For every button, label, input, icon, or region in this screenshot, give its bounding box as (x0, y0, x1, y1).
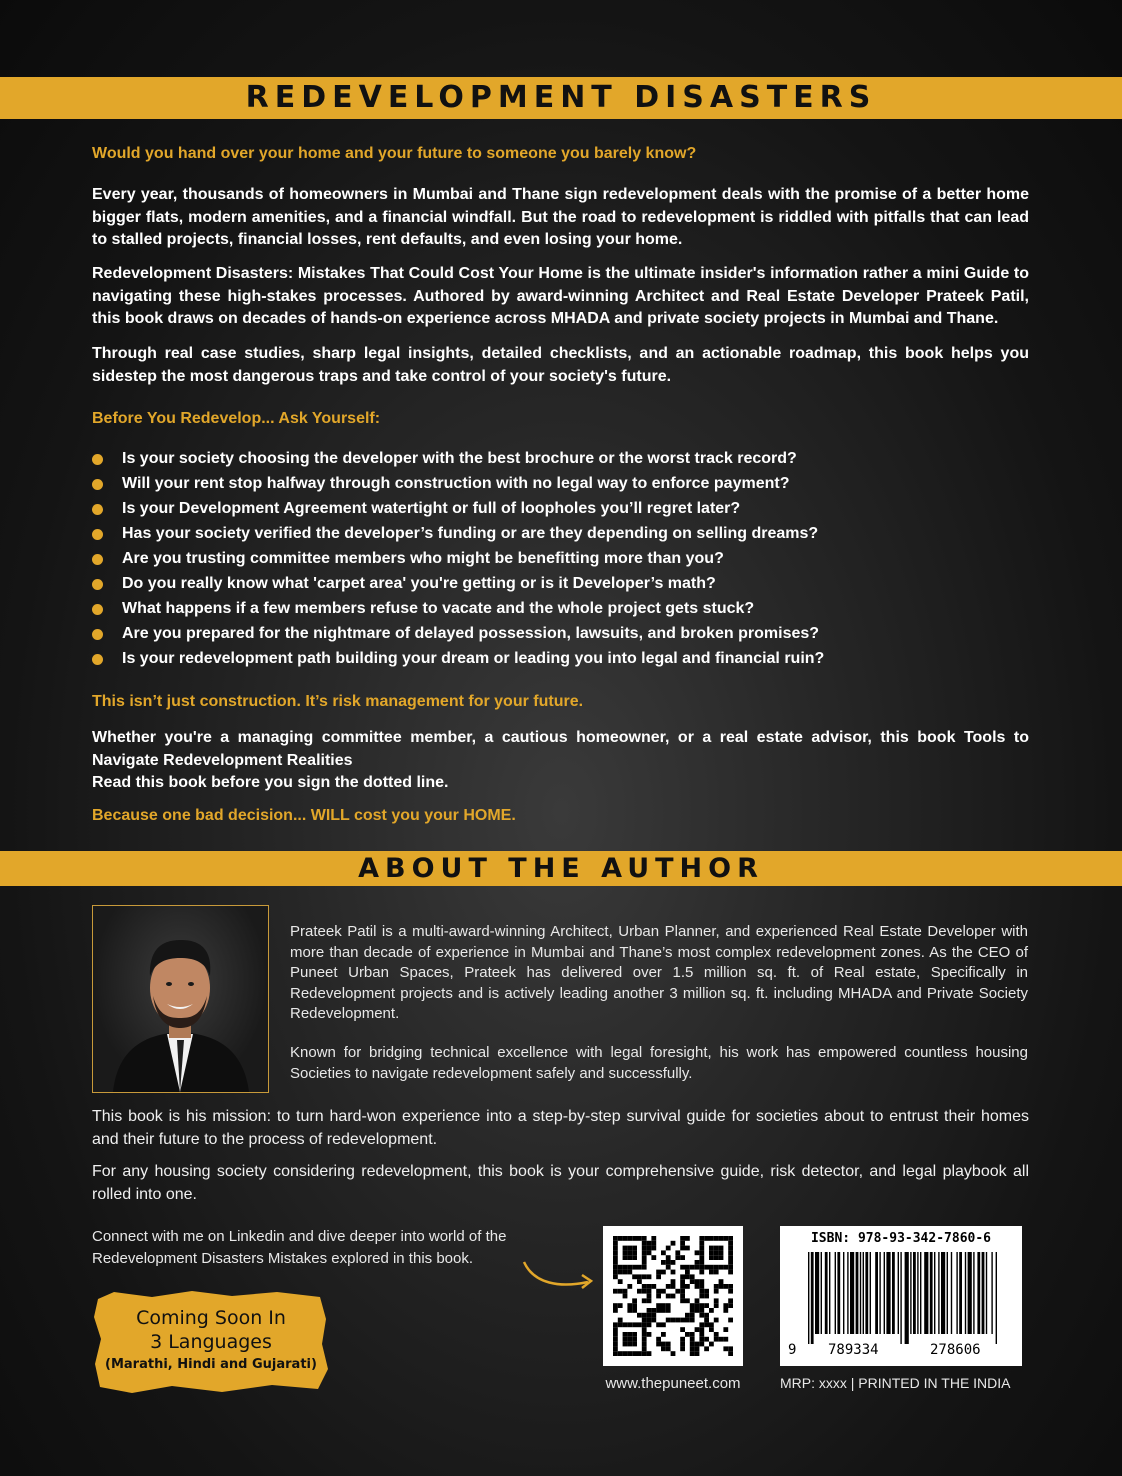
list-item: Are you trusting committee members who might be benefitting more than you? (92, 548, 1032, 573)
list-item: What happens if a few members refuse to vacate and the whole project gets stuck? (92, 598, 1032, 623)
bullet-icon (92, 529, 103, 540)
price-line: MRP: xxxx | PRINTED IN THE INDIA (780, 1375, 1011, 1391)
qr-code-icon (603, 1226, 743, 1366)
author-bio-1: Prateek Patil is a multi-award-winning Architect, Urban Planner, and experienced Real Estate Developer with more than decade of experience in Mumbai and Thane’s most complex redevelopment zones. As the CEO of Puneet Urban Spaces, Prateek has delivered over 1.5 million sq. ft. of Real estate, Specifically in Redevelopment projects and is actively leading another 3 million sq. ft. including MHADA and Private Society Redevelopment. (290, 923, 1028, 1022)
barcode-digits-left: 789334 (828, 1342, 879, 1358)
list-item: Do you really know what 'carpet area' you're getting or is it Developer’s math? (92, 573, 1032, 598)
tagline: This isn’t just construction. It’s risk management for your future. (92, 693, 584, 710)
author-guide: For any housing society considering redevelopment, this book is your comprehensive guide, risk detector, and legal playbook all rolled into one. (92, 1163, 1029, 1203)
list-item: Will your rent stop halfway through construction with no legal way to enforce payment? (92, 473, 1032, 498)
closing-statement: Because one bad decision... WILL cost you your HOME. (92, 807, 516, 824)
bullet-icon (92, 554, 103, 565)
intro-paragraph-3: Through real case studies, sharp legal insights, detailed checklists, and an actionable roadmap, this book helps you sidestep the most dangerous traps and take control of your society's future. (92, 345, 1029, 385)
isbn-text: ISBN: 978-93-342-7860-6 (810, 1231, 991, 1246)
closing-paragraph-1: Whether you're a managing committee member, a cautious homeowner, or a real estate advisor, this book Tools to Navigate Redevelopment Realities (92, 729, 1029, 769)
coming-soon-badge (92, 1289, 330, 1395)
bullet-icon (92, 504, 103, 515)
badge-line-3: (Marathi, Hindi and Gujarati) (105, 1357, 317, 1372)
barcode-digit-prefix: 9 (788, 1342, 797, 1358)
author-portrait-icon (93, 906, 268, 1092)
barcode-digits-right: 278606 (930, 1342, 981, 1358)
barcode-icon (808, 1252, 1000, 1344)
intro-paragraph-1: Every year, thousands of homeowners in Mumbai and Thane sign redevelopment deals with the promise of a better home bigger flats, modern amenities, and a financial windfall. But the road to redevelopment is riddled with pitfalls that can lead to stalled projects, financial losses, rent defaults, and even losing your home. (92, 186, 1029, 248)
author-heading: ABOUT THE AUTHOR (358, 853, 764, 884)
bullet-icon (92, 629, 103, 640)
author-bio-2: Known for bridging technical excellence with legal foresight, his work has empowered countless housing Societies to navigate redevelopment safely and successfully. (290, 1044, 1028, 1082)
closing-paragraph-2: Read this book before you sign the dotted line. (92, 774, 449, 791)
author-photo (92, 905, 269, 1093)
author-mission: This book is his mission: to turn hard-won experience into a step-by-step survival guide for societies about to entrust their homes and their future to the process of redevelopment. (92, 1108, 1029, 1148)
bullet-icon (92, 654, 103, 665)
bullet-icon (92, 454, 103, 465)
badge-line-2: 3 Languages (150, 1331, 272, 1353)
list-item: Is your Development Agreement watertight or full of loopholes you’ll regret later? (92, 498, 1032, 523)
bullet-icon (92, 479, 103, 490)
bullet-icon (92, 579, 103, 590)
checklist-heading: Before You Redevelop... Ask Yourself: (92, 410, 381, 427)
linkedin-connect-text: Connect with me on Linkedin and dive deeper into world of the Redevelopment Disasters Mistakes explored in this book. (92, 1228, 507, 1267)
list-item: Is your redevelopment path building your dream or leading you into legal and financial ruin? (92, 648, 1032, 673)
arrow-icon (520, 1258, 600, 1294)
checklist (92, 448, 1032, 673)
isbn-barcode (780, 1226, 1022, 1366)
bullet-icon (92, 604, 103, 615)
author-band (0, 851, 1122, 886)
badge-line-1: Coming Soon In (136, 1307, 286, 1329)
qr-code[interactable] (603, 1226, 743, 1366)
list-item: Are you prepared for the nightmare of delayed possession, lawsuits, and broken promises? (92, 623, 1032, 648)
title-band (0, 77, 1122, 119)
list-item: Is your society choosing the developer with the best brochure or the worst track record? (92, 448, 1032, 473)
website-link[interactable]: www.thepuneet.com (605, 1375, 741, 1392)
intro-paragraph-2: Redevelopment Disasters: Mistakes That Could Cost Your Home is the ultimate insider's information rather a mini Guide to navigating these high-stakes processes. Authored by award-winning Architect and Real Estate Developer Prateek Patil, this book draws on decades of hands-on experience across MHADA and private society projects in Mumbai and Thane. (92, 265, 1029, 327)
intro-question: Would you hand over your home and your future to someone you barely know? (92, 145, 697, 162)
book-title: REDEVELOPMENT DISASTERS (245, 80, 877, 115)
list-item: Has your society verified the developer’s funding or are they depending on selling dreams? (92, 523, 1032, 548)
